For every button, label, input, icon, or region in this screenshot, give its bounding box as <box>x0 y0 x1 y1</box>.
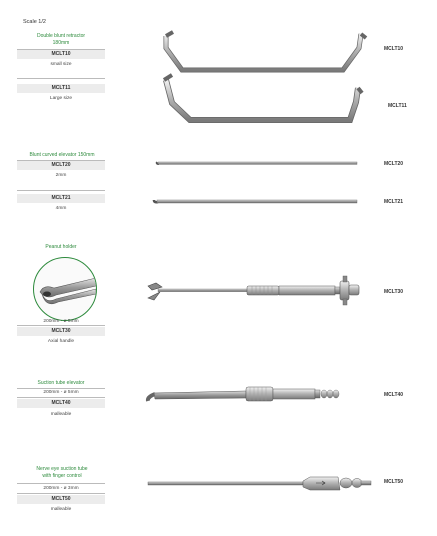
suction-elevator-size: 200mm - ø 5mm <box>43 390 79 395</box>
retractor-desc-2: Large size <box>49 96 73 101</box>
nerve-eye-right-code: MCLT50 <box>384 479 404 485</box>
elevator-desc-1: 2mm <box>55 173 67 178</box>
retractor-title-line1: Double blunt retractor <box>36 33 86 39</box>
retractor-code-1: MCLT10 <box>17 50 105 59</box>
retractor-right-code-2: MCLT11 <box>388 103 407 109</box>
elevator-4mm-drawing <box>154 200 357 203</box>
elevator-code-2: MCLT21 <box>17 194 105 203</box>
scale-label: Scale 1/2 <box>23 19 46 25</box>
nerve-eye-title-line2: with finger control <box>42 472 82 479</box>
elevator-2mm-drawing <box>157 162 357 164</box>
suction-elevator-code: MCLT40 <box>17 399 105 408</box>
elevator-title: Blunt curved elevator 150mm <box>29 152 95 158</box>
peanut-desc: Axial handle <box>47 339 75 344</box>
peanut-code: MCLT30 <box>17 327 105 336</box>
suction-elevator-right-code: MCLT40 <box>384 392 404 398</box>
retractor-desc-1: small size <box>50 62 72 67</box>
nerve-eye-code: MCLT50 <box>17 495 105 504</box>
peanut-size: 200mm - ø 5mm <box>43 319 79 324</box>
peanut-right-code: MCLT30 <box>384 289 404 295</box>
peanut-holder-drawing <box>148 276 359 305</box>
suction-elevator-drawing <box>148 387 339 401</box>
retractor-large-drawing <box>164 75 362 120</box>
nerve-eye-drawing <box>148 477 371 490</box>
elevator-right-code-2: MCLT21 <box>384 199 404 205</box>
nerve-eye-title-line1: Nerve eye suction tube <box>36 466 88 472</box>
elevator-right-code-1: MCLT20 <box>384 161 404 167</box>
suction-elevator-title: Suction tube elevator <box>37 380 85 386</box>
nerve-eye-size: 200mm - ø 3mm <box>43 486 79 491</box>
peanut-title: Peanut holder <box>45 244 77 250</box>
retractor-right-code-1: MCLT10 <box>384 46 404 52</box>
retractor-code-2: MCLT11 <box>17 84 105 93</box>
suction-elevator-desc: malleable <box>50 412 72 417</box>
elevator-desc-2: 4mm <box>55 206 67 211</box>
elevator-code-1: MCLT20 <box>17 161 105 170</box>
nerve-eye-desc: malleable <box>50 507 72 512</box>
retractor-title-line2: 180mm <box>52 39 70 46</box>
retractor-small-drawing <box>166 32 366 70</box>
